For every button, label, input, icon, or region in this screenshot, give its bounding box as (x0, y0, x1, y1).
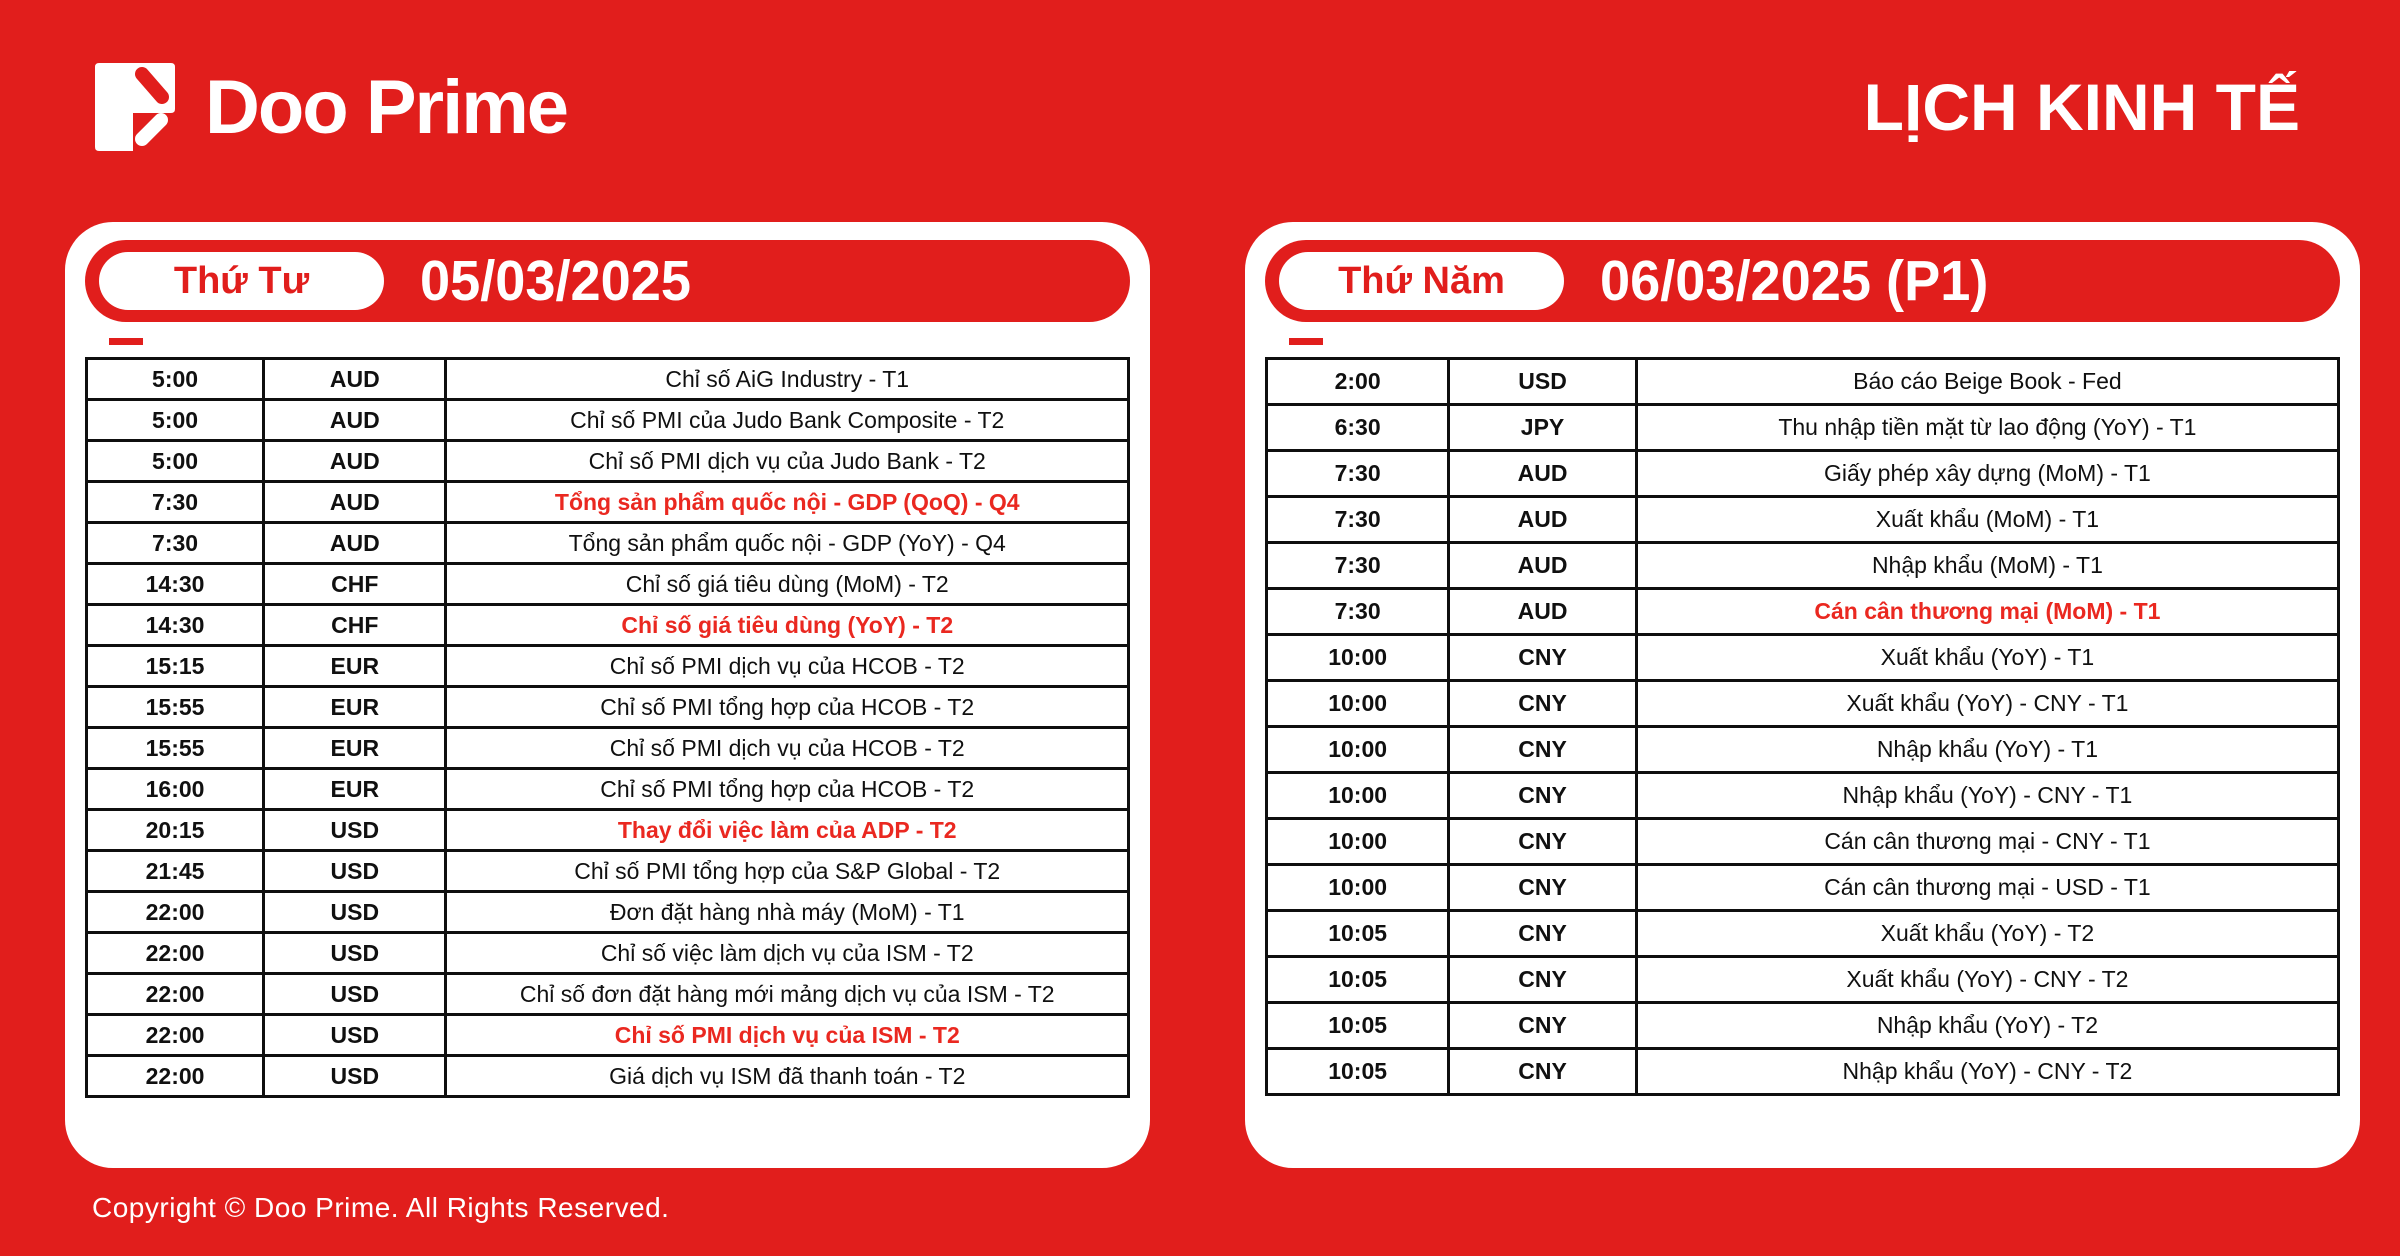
event-event-cell: Chỉ số PMI dịch vụ của HCOB - T2 (446, 728, 1129, 769)
event-currency-cell: USD (264, 892, 446, 933)
event-currency-cell: CNY (1449, 819, 1637, 865)
event-time-cell: 7:30 (87, 482, 264, 523)
event-currency-cell: EUR (264, 687, 446, 728)
event-time-cell: 22:00 (87, 892, 264, 933)
event-event-cell: Chỉ số PMI tổng hợp của HCOB - T2 (446, 687, 1129, 728)
event-event-cell: Nhập khẩu (YoY) - CNY - T2 (1636, 1049, 2338, 1095)
page-title: LỊCH KINH TẾ (1863, 70, 2300, 144)
event-event-cell: Chỉ số đơn đặt hàng mới mảng dịch vụ của ISM - T2 (446, 974, 1129, 1015)
event-row (1267, 359, 2339, 405)
event-currency-cell: AUD (1449, 543, 1637, 589)
event-currency-cell: AUD (264, 400, 446, 441)
date-label-thursday: 06/03/2025 (P1) (1600, 249, 1989, 313)
events-table-wednesday (85, 357, 1130, 1098)
event-row (87, 687, 1129, 728)
event-time-cell: 10:00 (1267, 727, 1449, 773)
panel-header-thursday (1265, 240, 2340, 322)
event-currency-cell: EUR (264, 646, 446, 687)
event-row (1267, 405, 2339, 451)
event-event-cell: Chỉ số PMI dịch vụ của HCOB - T2 (446, 646, 1129, 687)
event-row (1267, 1049, 2339, 1095)
event-time-cell: 10:00 (1267, 681, 1449, 727)
event-currency-cell: EUR (264, 728, 446, 769)
event-row (87, 1015, 1129, 1056)
event-row (1267, 681, 2339, 727)
event-time-cell: 7:30 (1267, 497, 1449, 543)
event-row (1267, 1003, 2339, 1049)
event-currency-cell: USD (264, 1015, 446, 1056)
event-currency-cell: JPY (1449, 405, 1637, 451)
event-time-cell: 10:00 (1267, 819, 1449, 865)
event-row (87, 728, 1129, 769)
event-event-cell: Chỉ số giá tiêu dùng (YoY) - T2 (446, 605, 1129, 646)
event-event-cell: Chỉ số PMI tổng hợp của S&P Global - T2 (446, 851, 1129, 892)
event-currency-cell: AUD (264, 482, 446, 523)
event-row (1267, 957, 2339, 1003)
event-time-cell: 7:30 (1267, 589, 1449, 635)
event-currency-cell: EUR (264, 769, 446, 810)
event-time-cell: 20:15 (87, 810, 264, 851)
day-pill-wednesday (99, 252, 384, 310)
doo-prime-logo (95, 63, 567, 151)
day-label: Thứ Năm (1338, 259, 1505, 302)
event-currency-cell: AUD (1449, 451, 1637, 497)
event-time-cell: 6:30 (1267, 405, 1449, 451)
event-currency-cell: CNY (1449, 957, 1637, 1003)
event-row (87, 851, 1129, 892)
event-event-cell: Báo cáo Beige Book - Fed (1636, 359, 2338, 405)
event-row (1267, 635, 2339, 681)
event-row (87, 974, 1129, 1015)
event-currency-cell: USD (264, 974, 446, 1015)
event-time-cell: 10:00 (1267, 865, 1449, 911)
event-currency-cell: CHF (264, 605, 446, 646)
event-time-cell: 10:00 (1267, 635, 1449, 681)
event-time-cell: 15:55 (87, 728, 264, 769)
event-currency-cell: CNY (1449, 865, 1637, 911)
event-time-cell: 10:05 (1267, 1003, 1449, 1049)
doo-prime-logo-icon (95, 63, 175, 151)
event-event-cell: Tổng sản phẩm quốc nội - GDP (YoY) - Q4 (446, 523, 1129, 564)
event-time-cell: 10:05 (1267, 911, 1449, 957)
event-row (87, 400, 1129, 441)
event-time-cell: 7:30 (87, 523, 264, 564)
event-time-cell: 5:00 (87, 359, 264, 400)
event-row (1267, 773, 2339, 819)
event-currency-cell: CNY (1449, 727, 1637, 773)
event-time-cell: 22:00 (87, 974, 264, 1015)
event-event-cell: Chỉ số PMI của Judo Bank Composite - T2 (446, 400, 1129, 441)
event-row (1267, 543, 2339, 589)
event-currency-cell: CNY (1449, 773, 1637, 819)
event-event-cell: Nhập khẩu (YoY) - T1 (1636, 727, 2338, 773)
header-underline-dash (1289, 338, 1323, 345)
event-event-cell: Xuất khẩu (YoY) - CNY - T1 (1636, 681, 2338, 727)
event-row (1267, 911, 2339, 957)
logo-text: Doo Prime (205, 64, 568, 150)
event-currency-cell: CNY (1449, 1049, 1637, 1095)
event-currency-cell: CHF (264, 564, 446, 605)
event-currency-cell: AUD (264, 441, 446, 482)
event-event-cell: Thu nhập tiền mặt từ lao động (YoY) - T1 (1636, 405, 2338, 451)
event-currency-cell: USD (264, 810, 446, 851)
event-event-cell: Chỉ số việc làm dịch vụ của ISM - T2 (446, 933, 1129, 974)
event-row (87, 441, 1129, 482)
event-currency-cell: AUD (264, 523, 446, 564)
event-currency-cell: CNY (1449, 681, 1637, 727)
event-currency-cell: USD (1449, 359, 1637, 405)
event-row (1267, 727, 2339, 773)
event-currency-cell: USD (264, 851, 446, 892)
date-label-wednesday: 05/03/2025 (420, 249, 692, 313)
event-row (87, 769, 1129, 810)
calendar-panels (65, 222, 2360, 1168)
event-row (87, 564, 1129, 605)
event-row (1267, 865, 2339, 911)
event-event-cell: Chỉ số PMI dịch vụ của ISM - T2 (446, 1015, 1129, 1056)
event-event-cell: Chỉ số PMI tổng hợp của HCOB - T2 (446, 769, 1129, 810)
event-currency-cell: CNY (1449, 635, 1637, 681)
event-currency-cell: AUD (1449, 497, 1637, 543)
event-event-cell: Nhập khẩu (MoM) - T1 (1636, 543, 2338, 589)
event-time-cell: 10:05 (1267, 957, 1449, 1003)
calendar-panel-wednesday (65, 222, 1150, 1168)
event-currency-cell: AUD (1449, 589, 1637, 635)
event-event-cell: Xuất khẩu (YoY) - T2 (1636, 911, 2338, 957)
event-time-cell: 5:00 (87, 441, 264, 482)
event-event-cell: Chỉ số PMI dịch vụ của Judo Bank - T2 (446, 441, 1129, 482)
header-underline-dash (109, 338, 143, 345)
event-row (87, 933, 1129, 974)
copyright-text: Copyright © Doo Prime. All Rights Reserved. (92, 1192, 670, 1223)
event-time-cell: 5:00 (87, 400, 264, 441)
event-row (87, 359, 1129, 400)
day-pill-thursday (1279, 252, 1564, 310)
event-currency-cell: CNY (1449, 911, 1637, 957)
event-event-cell: Cán cân thương mại - CNY - T1 (1636, 819, 2338, 865)
event-row (1267, 451, 2339, 497)
panel-header-wednesday (85, 240, 1130, 322)
event-time-cell: 15:55 (87, 687, 264, 728)
event-time-cell: 2:00 (1267, 359, 1449, 405)
calendar-panel-thursday (1245, 222, 2360, 1168)
event-time-cell: 21:45 (87, 851, 264, 892)
event-row (87, 892, 1129, 933)
event-row (1267, 819, 2339, 865)
event-event-cell: Cán cân thương mại (MoM) - T1 (1636, 589, 2338, 635)
top-bar (95, 48, 2300, 166)
event-time-cell: 16:00 (87, 769, 264, 810)
event-row (1267, 589, 2339, 635)
event-time-cell: 22:00 (87, 1056, 264, 1097)
event-time-cell: 22:00 (87, 933, 264, 974)
events-table-thursday (1265, 357, 2340, 1096)
event-time-cell: 10:00 (1267, 773, 1449, 819)
event-event-cell: Thay đổi việc làm của ADP - T2 (446, 810, 1129, 851)
event-time-cell: 14:30 (87, 605, 264, 646)
event-row (87, 523, 1129, 564)
event-event-cell: Giá dịch vụ ISM đã thanh toán - T2 (446, 1056, 1129, 1097)
event-row (1267, 497, 2339, 543)
event-row (87, 482, 1129, 523)
event-time-cell: 14:30 (87, 564, 264, 605)
event-time-cell: 7:30 (1267, 543, 1449, 589)
event-event-cell: Nhập khẩu (YoY) - T2 (1636, 1003, 2338, 1049)
event-currency-cell: USD (264, 1056, 446, 1097)
event-event-cell: Tổng sản phẩm quốc nội - GDP (QoQ) - Q4 (446, 482, 1129, 523)
event-row (87, 1056, 1129, 1097)
day-label: Thứ Tư (173, 259, 310, 302)
event-event-cell: Chỉ số AiG Industry - T1 (446, 359, 1129, 400)
event-event-cell: Chỉ số giá tiêu dùng (MoM) - T2 (446, 564, 1129, 605)
event-row (87, 605, 1129, 646)
event-event-cell: Cán cân thương mại - USD - T1 (1636, 865, 2338, 911)
event-row (87, 810, 1129, 851)
event-event-cell: Xuất khẩu (YoY) - T1 (1636, 635, 2338, 681)
event-event-cell: Đơn đặt hàng nhà máy (MoM) - T1 (446, 892, 1129, 933)
event-event-cell: Xuất khẩu (MoM) - T1 (1636, 497, 2338, 543)
event-time-cell: 7:30 (1267, 451, 1449, 497)
event-row (87, 646, 1129, 687)
event-event-cell: Nhập khẩu (YoY) - CNY - T1 (1636, 773, 2338, 819)
event-event-cell: Xuất khẩu (YoY) - CNY - T2 (1636, 957, 2338, 1003)
event-time-cell: 15:15 (87, 646, 264, 687)
event-time-cell: 10:05 (1267, 1049, 1449, 1095)
event-currency-cell: CNY (1449, 1003, 1637, 1049)
event-time-cell: 22:00 (87, 1015, 264, 1056)
event-currency-cell: AUD (264, 359, 446, 400)
event-event-cell: Giấy phép xây dựng (MoM) - T1 (1636, 451, 2338, 497)
event-currency-cell: USD (264, 933, 446, 974)
